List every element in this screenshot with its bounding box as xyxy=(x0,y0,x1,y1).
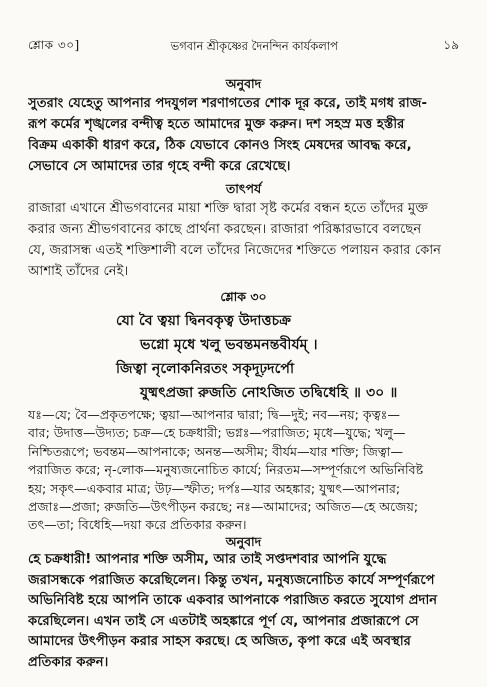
verse-translation-line: প্রতিকার করুন। xyxy=(28,654,109,670)
purport-line: রাজারা এখানে শ্রীভগবানের মায়া শক্তি দ্বারা সৃষ্ট কর্মের বন্ধন হতে তাঁদের মুক্ত xyxy=(28,201,429,216)
verse-line: যুষ্মৎপ্রজা রুজতি নোঽজিত তদ্বিধেহি ॥ ৩০ ॥ xyxy=(140,385,398,401)
running-header xyxy=(28,38,459,56)
header-verse-reference: শ্লোক ৩০] xyxy=(28,38,80,52)
synonym-line: হয়; সকৃৎ—একবার মাত্র; উঢ়—স্ফীত; দর্পঃ—যার অহঙ্কার; যুষ্মৎ—আপনার; xyxy=(28,480,401,496)
synonym-line: তৎ—তা; বিধেহি—দয়া করে প্রতিকার করুন। xyxy=(28,517,247,533)
synonym-line: প্রজাঃ—প্রজা; রুজতি—উৎপীড়ন করছে; নঃ—আমাদের; অজিত—হে অজেয়; xyxy=(28,499,419,515)
purport-paragraph xyxy=(28,198,459,282)
header-chapter-title: ভগবান শ্রীকৃষ্ণের দৈনন্দিন কার্যকলাপ xyxy=(170,38,338,53)
synonym-line: পরাজিত করে; নৃ-লোক—মনুষ্যজনোচিত কার্যে; নিরতম—সম্পূর্ণরূপে অভিনিবিষ্ট xyxy=(28,462,424,478)
translation-heading: অনুবাদ xyxy=(225,76,262,91)
verse-translation-line: আমাদের উৎপীড়ন করার সাহস করছে। হে অজিত, কৃপা করে এই অবস্থার xyxy=(28,634,411,649)
translation-line: সুতরাং যেহেতু আপনার পদযুগল শরণাগতের শোক দূর করে, তাই মগধ রাজ- xyxy=(28,96,427,111)
purport-line: আশাই তাঁদের নেই। xyxy=(28,264,129,279)
verse-translation-line: অভিনিবিষ্ট হয়ে আপনি তাকে একবার আপনাকে পরাজিত করতে সুযোগ প্রদান xyxy=(28,593,438,608)
translation-line: সেভাবে সে আমাদের তার গৃহে বন্দী করে রেখেছে। xyxy=(28,159,291,174)
synonym-line: নিশ্চিতরূপে; ভবন্তম—আপনাকে; অনন্ত—অসীম; বীর্যম—যার শক্তি; জিত্বা— xyxy=(28,443,404,459)
purport-heading: তাৎপর্য xyxy=(225,181,262,196)
verse-heading: শ্লোক ৩০ xyxy=(220,289,267,304)
verse-line: জিত্বা নৃলোকনিরতং সকৃদূঢ়দর্পো xyxy=(116,361,295,377)
word-for-word-synonyms xyxy=(28,406,459,535)
purport-line: করার জন্য শ্রীভগবানের কাছে প্রার্থনা করছেন। রাজারা পরিষ্কারভাবে বলছেন xyxy=(28,222,422,237)
verse-translation-paragraph xyxy=(28,550,459,673)
verse-translation-line: জরাসন্ধকে পরাজিত করেছিলেন। কিন্তু তখন, মনুষ্যজনোচিত কার্যে সম্পূর্ণরূপে xyxy=(28,572,435,588)
translation-paragraph xyxy=(28,93,459,177)
verse-line: যো বৈ ত্বয়া দ্বিনবকৃত্ব উদাত্তচক্র xyxy=(116,313,292,329)
synonym-line: বার; উদাত্ত—উদ্যত; চক্র—হে চক্রধারী; ভগ্নঃ—পরাজিত; মৃধে—যুদ্ধে; খলু— xyxy=(28,425,406,441)
translation-line: রূপ কর্মের শৃঙ্খলের বন্দীত্ব হতে আমাদের মুক্ত করুন। দশ সহস্র মত্ত হস্তীর xyxy=(28,117,405,132)
translation-line: বিক্রম একাকী ধারণ করে, ঠিক যেভাবে কোনও সিংহ মেষদের আবদ্ধ করে, xyxy=(28,138,412,153)
purport-line: যে, জরাসন্ধ এতই শক্তিশালী বলে তাঁদের নিজেদের শক্তিতে পলায়ন করার কোন xyxy=(28,243,442,258)
verse-line: ভগ্নো মৃধে খলু ভবন্তমনন্তবীর্যম্ । xyxy=(140,337,318,353)
verse-translation-heading: অনুবাদ xyxy=(225,534,262,549)
verse-translation-line: করেছিলেন। এখন তাই সে এতটাই অহঙ্কারে পূর্ণ যে, আপনার প্রজারূপে সে xyxy=(28,613,419,629)
page-number: ১৯ xyxy=(443,38,459,52)
verse-translation-line: হে চক্রধারী! আপনার শক্তি অসীম, আর তাই সপ্তদশবার আপনি যুদ্ধে xyxy=(28,552,387,567)
synonym-line: যঃ—যে; বৈ—প্রকৃতপক্ষে; ত্বয়া—আপনার দ্বারা; দ্বি—দুই; নব—নয়; কৃত্বঃ— xyxy=(28,407,400,422)
